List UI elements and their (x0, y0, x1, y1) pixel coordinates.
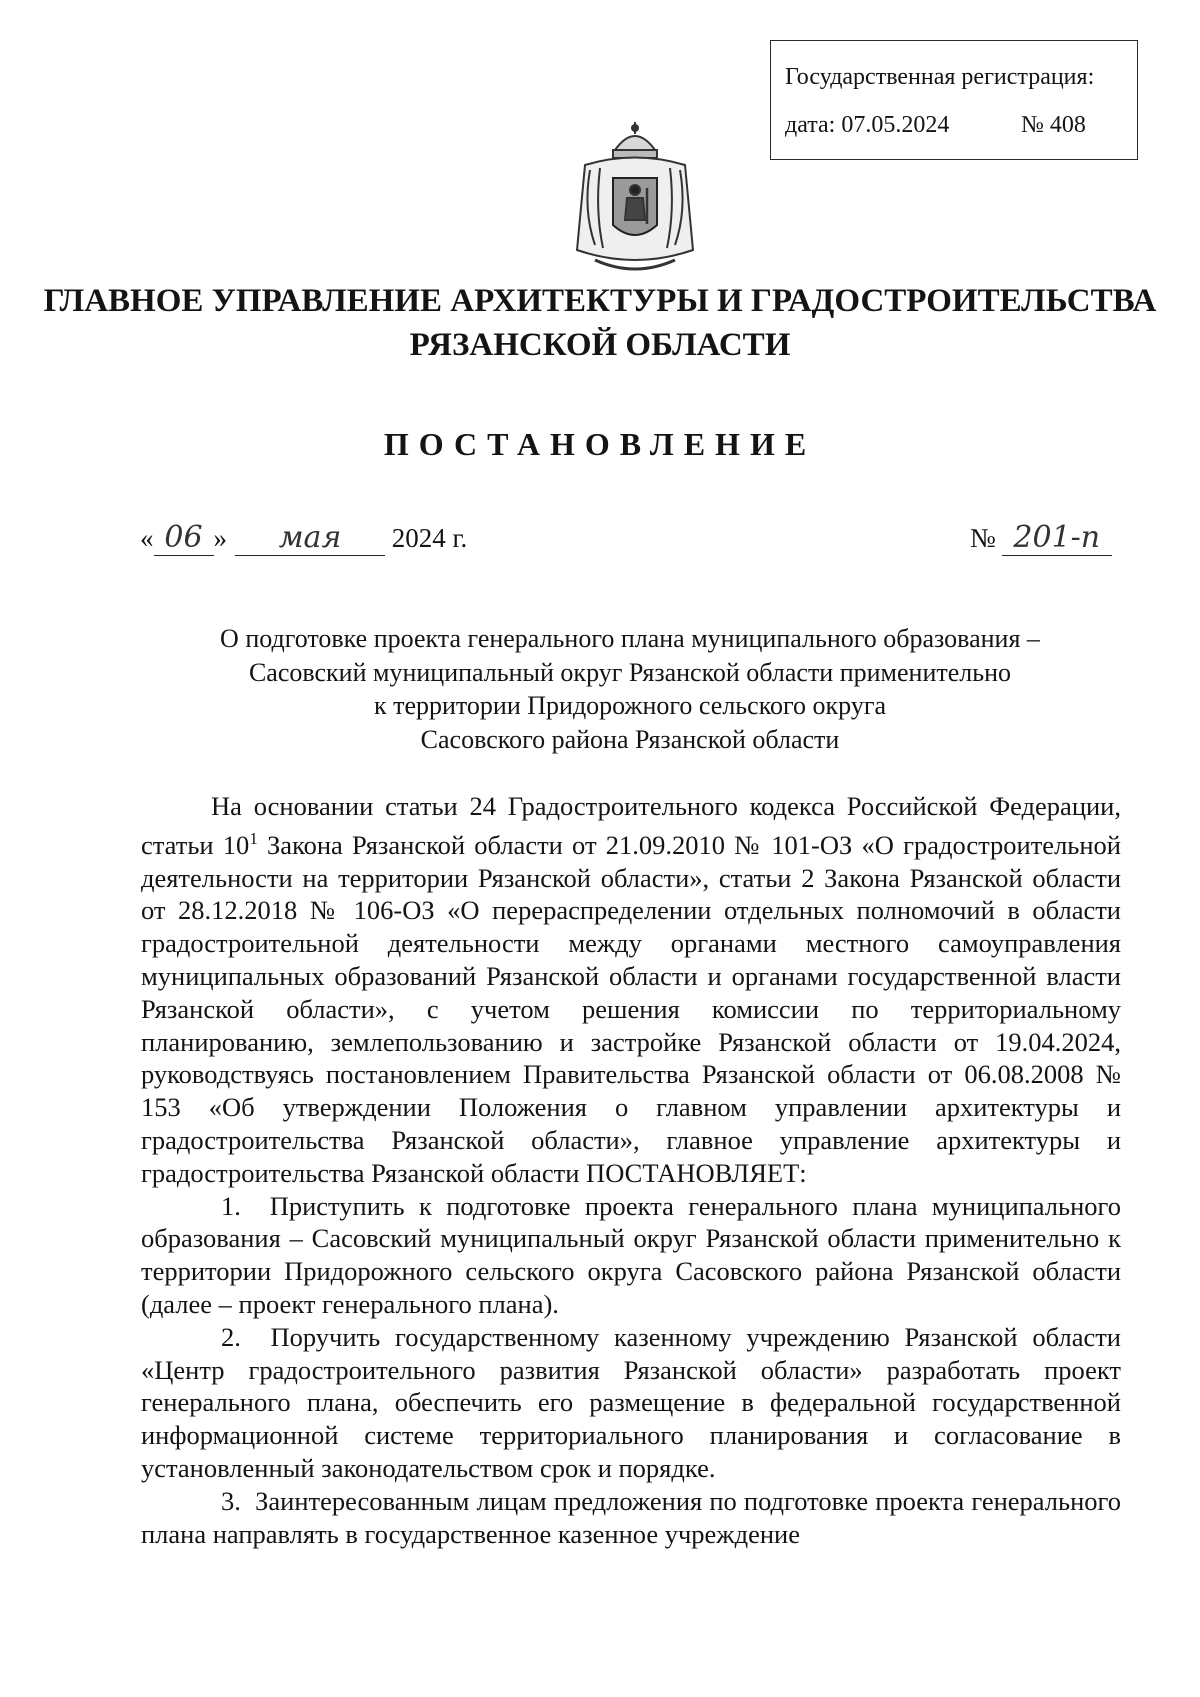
agency-name-line2: РЯЗАНСКОЙ ОБЛАСТИ (409, 327, 791, 363)
document-number (970, 520, 1112, 556)
agency-name-line1: ГЛАВНОЕ УПРАВЛЕНИЕ АРХИТЕКТУРЫ И ГРАДОСТРОИТЕЛЬСТВА (43, 283, 1157, 319)
document-type: ПОСТАНОВЛЕНИЕ (383, 426, 817, 462)
preamble-paragraph (141, 790, 1121, 1190)
registration-date: дата: 07.05.2024 (785, 112, 950, 138)
number-label: № (970, 523, 996, 553)
preamble-text: На основании статьи 24 Градостроительного кодекса Российской Федерации, статьи 10 (141, 791, 1121, 860)
subject-line: Сасовского района Рязанской области (420, 724, 840, 754)
registration-title: Государственная регистрация: (785, 64, 1095, 90)
preamble-text-cont: Закона Рязанской области от 21.09.2010 № 101-ОЗ «О градостроительной деятельности на территории Рязанской области», статьи 2 Закона Рязанской области от 28.12.2018 № 106-ОЗ «О перераспределении отдельных полномочий в области градостроительной деятельности между органами местного самоуправления муниципальных образований Рязанской области и органами государственной власти Рязанской области», с учетом решения комиссии по территориальному планированию, землепользованию и застройке Рязанской области от 19.04.2024, руководствуясь постановлением Правительства Рязанской области от 06.08.2008 № 153 «Об утверждении Положения о главном управлении архитектуры и градостроительства Рязанской области», главное управление архитектуры и градостроительства Рязанской области ПОСТАНОВЛЯЕТ: (141, 829, 1121, 1188)
subject-line: Сасовский муниципальный округ Рязанской области применительно (248, 657, 1012, 687)
agency-name (0, 279, 1200, 367)
date-open-quote: « (140, 523, 154, 553)
document-body (141, 790, 1121, 1550)
coat-of-arms-icon (565, 120, 705, 280)
registration-number: № 408 (1021, 112, 1086, 138)
date-close-quote: » (213, 523, 227, 553)
date-year: 2024 г. (391, 523, 468, 553)
resolution-item-3: 3. Заинтересованным лицам предложения по подготовке проекта генерального плана направлять в государственное казенное учреждение (141, 1485, 1121, 1549)
date-day: 06 (154, 520, 214, 556)
document-subject (140, 622, 1120, 756)
subject-line: к территории Придорожного сельского округа (373, 691, 887, 720)
subject-line: О подготовке проекта генерального плана муниципального образования – (220, 624, 1040, 653)
resolution-item-1: 1. Приступить к подготовке проекта генерального плана муниципального образования – Сасовский муниципальный округ Рязанской области применительно к территории Придорожного сельского округа Сасовского района Рязанской области (далее – проект генерального плана). (141, 1190, 1121, 1319)
date-month: мая (235, 520, 385, 556)
registration-stamp (770, 40, 1138, 160)
document-date (140, 520, 467, 556)
number-value: 201-п (1002, 520, 1112, 556)
resolution-item-2: 2. Поручить государственному казенному учреждению Рязанской области «Центр градостроительного развития Рязанской области» разработать проект генерального плана, обеспечить его размещение в федеральной государственной информационной системе территориального планирования и согласование в установленный законодательством срок и порядке. (141, 1321, 1121, 1483)
preamble-superscript: 1 (249, 828, 258, 848)
